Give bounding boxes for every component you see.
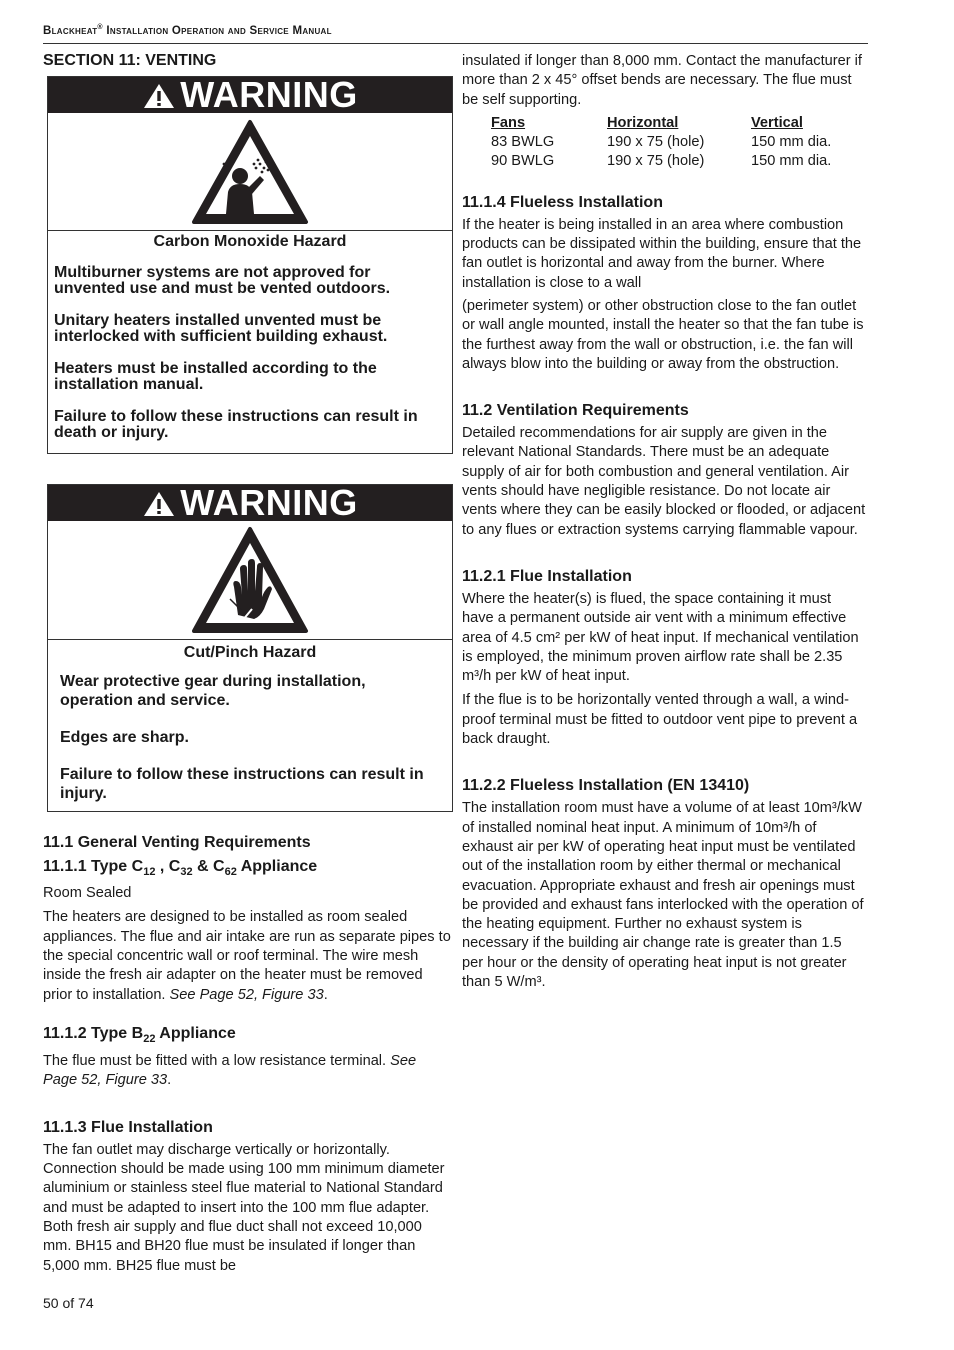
left-column [43, 52, 453, 1276]
figure-reference: See Page 52, Figure 33 [43, 1053, 417, 1089]
section-title: SECTION 11: VENTING [43, 52, 217, 69]
subscript: 62 [224, 866, 237, 879]
room-sealed-label: Room Sealed [43, 885, 132, 902]
body-paragraph: The installation room must have a volume of at least 10m³/kW of installed nominal heat input. A minimum of 10m³/h of exhaust air per kW of operating heat input must be ventilated out of the installation room by either thermal or mechanical evacuation. Appropriate exhaust and fresh air openings must be provided and exhaust fans interlocked with the operation of the heating equipment. Further no exhaust system is necessary if the building air change rate is greater than 1.5 per hour or the density of operating heat input is not greater than 5 W/m³. [462, 800, 864, 990]
title-text: , C [155, 858, 181, 875]
warning-box-carbon-monoxide [47, 76, 453, 454]
page-number: 50 of 74 [43, 1295, 94, 1311]
table-row [491, 133, 831, 152]
column-header: Fans [491, 114, 526, 131]
hazard-title: Carbon Monoxide Hazard [153, 233, 347, 250]
subsection-title: 11.2.1 Flue Installation [462, 567, 632, 585]
warning-triangle-icon [142, 490, 176, 518]
fan-dimensions-table [491, 114, 831, 172]
subsection-title: 11.1 General Venting Requirements [43, 834, 311, 851]
subsection-title: 11.1.4 Flueless Installation [462, 193, 663, 211]
header-brand: Blackheat [43, 24, 98, 37]
warning-banner-label: WARNING [180, 482, 358, 523]
column-header: Vertical [751, 114, 803, 131]
running-header [43, 24, 868, 44]
warning-banner [48, 482, 452, 523]
warning-paragraph: Failure to follow these instructions can result in death or injury. [54, 408, 418, 441]
hand-cut-hazard-icon [190, 525, 310, 635]
subsection-title [43, 1025, 453, 1045]
body-paragraph: Detailed recommendations for air supply are given in the relevant National Standards. There must be an adequate supply of air for both combustion and general ventilation. Air vents should have negligible resistance. Do not locate air vents where they can be easily blocked or flooded, or adjacent to any flues or extraction systems carrying flammable vapour. [462, 425, 866, 538]
warning-triangle-icon [142, 82, 176, 110]
subscript: 12 [143, 866, 156, 879]
subsection-title: 11.2 Ventilation Requirements [462, 402, 689, 420]
warning-box-cut-pinch [47, 484, 453, 812]
body-paragraph-continued: insulated if longer than 8,000 mm. Contact the manufacturer if more than 2 x 45° offset bends are necessary. The flue must be self supporting. [462, 53, 862, 108]
body-text: . [323, 986, 328, 1003]
registered-mark: ® [97, 24, 103, 31]
body-text: . [167, 1072, 172, 1089]
table-cell: 190 x 75 (hole) [607, 134, 705, 151]
right-column [462, 52, 866, 992]
title-text: 11.1.2 Type B [43, 1024, 144, 1042]
body-paragraph [43, 908, 453, 1004]
body-text: The flue must be fitted with a low resistance terminal. [43, 1053, 391, 1070]
warning-paragraph: Heaters must be installed according to the installation manual. [54, 360, 377, 393]
title-text: Appliance [155, 1024, 236, 1042]
body-paragraph [43, 1052, 453, 1091]
warning-banner [48, 74, 452, 115]
hazard-title: Cut/Pinch Hazard [183, 644, 317, 661]
header-manual-title: Installation Operation and Service Manual [102, 24, 332, 37]
body-paragraph: Where the heater(s) is flued, the space containing it must have a permanent outside air vent with a minimum effective area of 4.5 cm² per kW of heat input. If mechanical ventilation is employed, the minimum proven airflow rate shall be 2.35 m³/h per kW of heat input. [462, 590, 859, 685]
title-text: Appliance [236, 858, 318, 875]
table-row [491, 152, 831, 171]
warning-paragraph: Failure to follow these instructions can result in injury. [60, 766, 424, 802]
table-cell: 150 mm dia. [751, 153, 832, 170]
warning-paragraph: Unitary heaters installed unvented must be interlocked with sufficient building exhaust. [54, 312, 388, 345]
subsection-title: 11.2.2 Flueless Installation (EN 13410) [462, 777, 750, 795]
body-paragraph: The fan outlet may discharge vertically or horizontally. Connection should be made using 100 mm minimum diameter aluminium or stainless steel flue material to National Standard and must be adapted to insert into the 100 mm flue adapter. Both fresh air supply and flue duct shall not exceed 10,000 mm. BH15 and BH20 flue must be insulated if longer than 5,000 mm. BH25 flue must be [43, 1141, 445, 1274]
subsection-title [43, 858, 453, 878]
warning-paragraph: Edges are sharp. [60, 729, 189, 746]
body-paragraph: If the flue is to be horizontally vented through a wall, a wind-proof terminal must be fitted to outdoor vent pipe to prevent a back draught. [462, 692, 858, 748]
subscript: 22 [143, 1033, 156, 1046]
subscript: 32 [180, 866, 193, 879]
carbon-monoxide-pictogram [48, 113, 452, 231]
warning-paragraph: Multiburner systems are not approved for unvented use and must be vented outdoors. [54, 264, 391, 297]
table-cell: 90 BWLG [491, 153, 555, 170]
gas-inhalation-hazard-icon [190, 118, 310, 226]
column-header: Horizontal [607, 114, 679, 131]
table-cell: 190 x 75 (hole) [607, 153, 705, 170]
table-cell: 150 mm dia. [751, 134, 832, 151]
body-paragraph: If the heater is being installed in an area where combustion products can be dissipated within the building, ensure that the fan outlet is horizontal and away from the burner. Where installation is close to a wall [462, 216, 862, 291]
body-text: The heaters are designed to be installed as room sealed appliances. The flue and air intake are run as separate pipes to the special concentric wall or roof terminal. The wire mesh inside the fresh air adapter on the heater must be removed prior to installation. [43, 909, 451, 1003]
warning-banner-label: WARNING [180, 74, 358, 115]
figure-reference: See Page 52, Figure 33 [169, 986, 324, 1003]
cut-hazard-pictogram [48, 521, 452, 640]
warning-paragraph: Wear protective gear during installation, operation and service. [60, 673, 366, 709]
body-paragraph: (perimeter system) or other obstruction close to the fan outlet or wall angle mounted, install the heater so that the fan tube is the furthest away from the wall or obstruction, i.e. the fan will always blow into the building or away from the obstruction. [462, 297, 864, 372]
table-header-row [491, 114, 831, 133]
title-text: & C [192, 858, 225, 875]
table-cell: 83 BWLG [491, 134, 555, 151]
title-text: 11.1.1 Type C [43, 858, 144, 875]
subsection-title: 11.1.3 Flue Installation [43, 1118, 213, 1136]
